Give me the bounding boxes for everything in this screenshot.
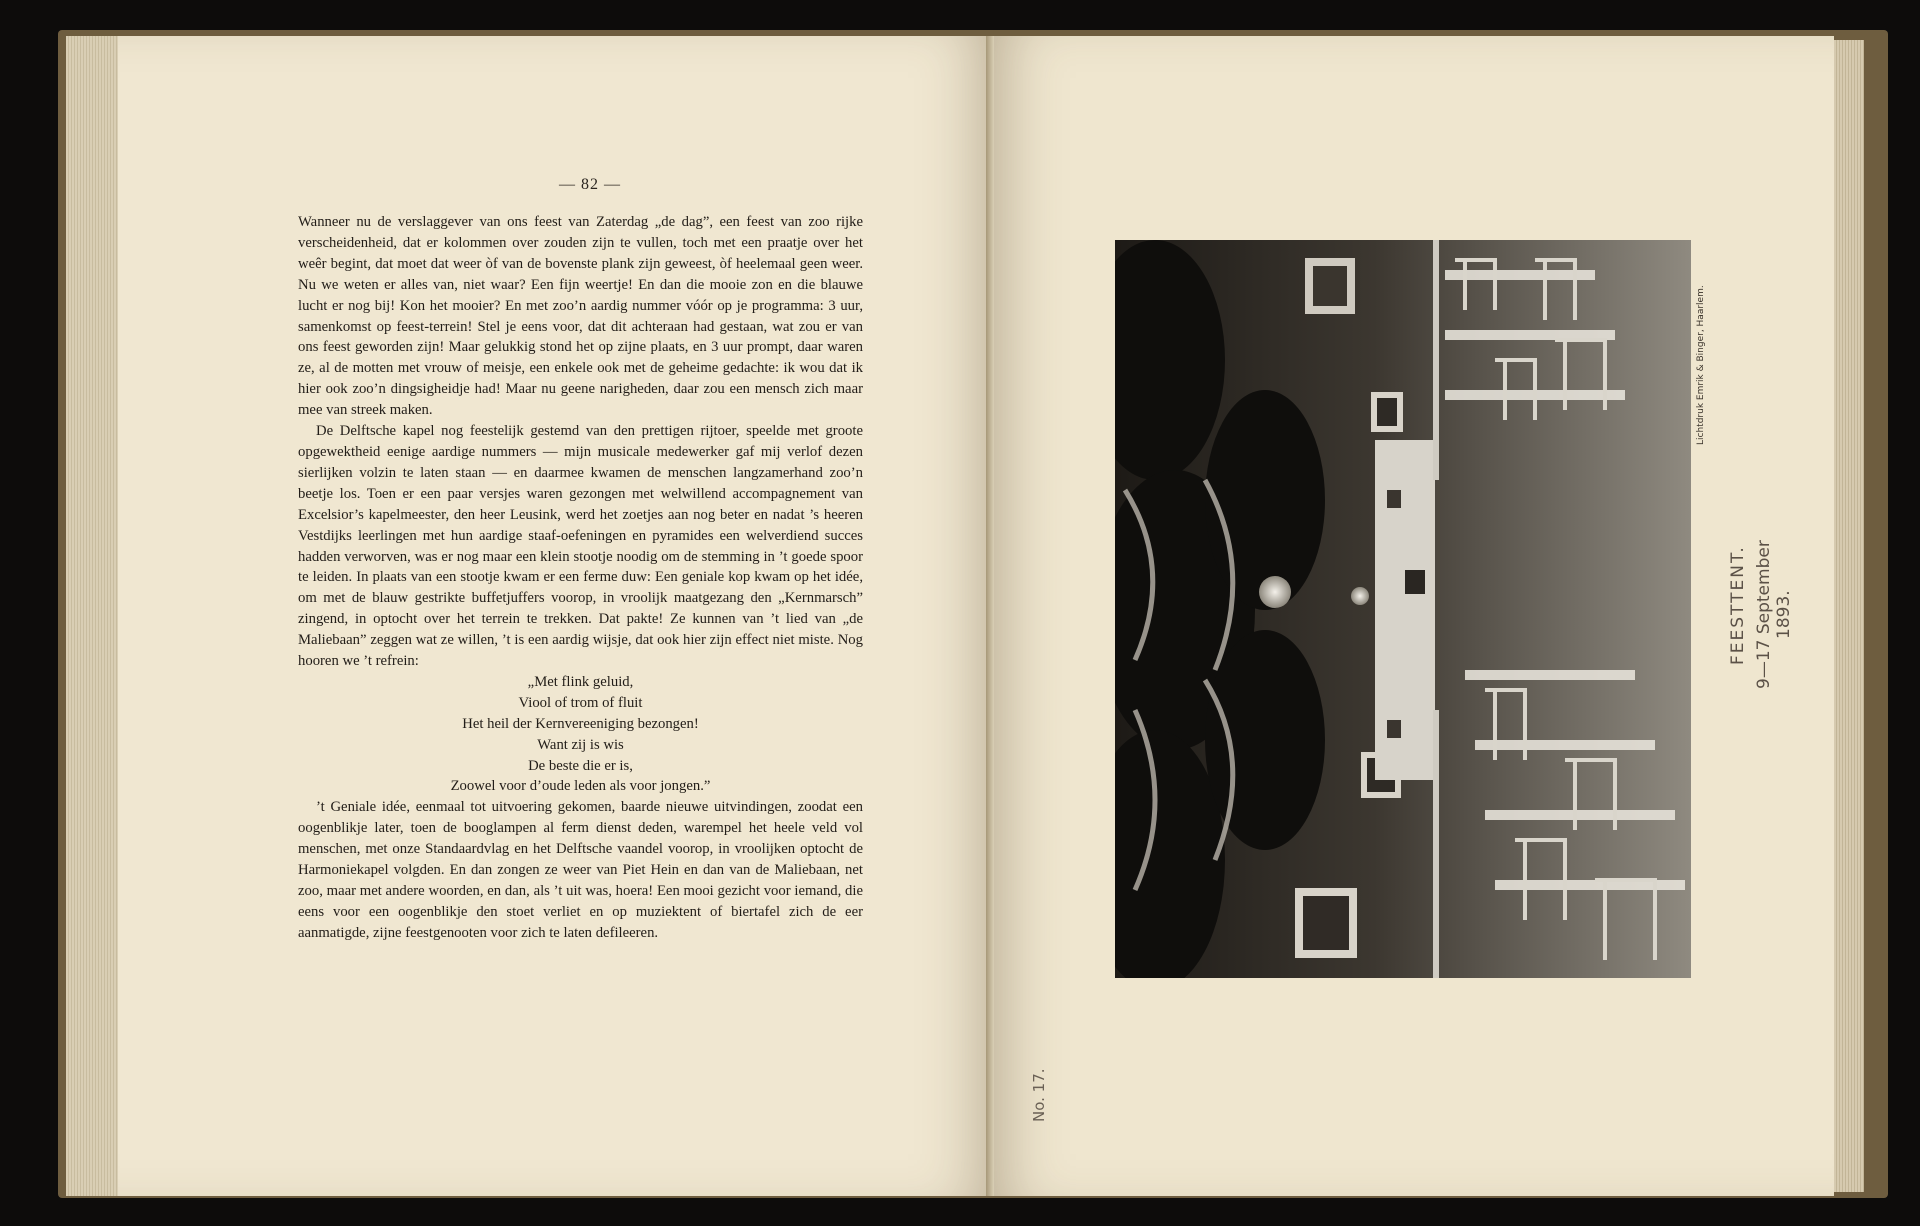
verse-line: Want zij is wis <box>537 736 624 753</box>
verse-line: Viool of trom of fluit <box>518 694 643 711</box>
caption-dates: 9—17 September 1893. <box>1754 540 1794 690</box>
verse-line: Zoowel voor d’oude leden als voor jongen.” <box>450 778 711 795</box>
verse-line: „Met flink geluid, <box>527 673 634 690</box>
printer-credit: Lichtdruk Emrik & Binger, Haarlem. <box>1696 285 1706 446</box>
festival-tent-photo <box>1115 240 1691 978</box>
page-number: — 82 — <box>559 176 621 193</box>
text-block <box>298 212 863 944</box>
paragraph-3: ’t Geniale idée, eenmaal tot uitvoering gekomen, baarde nieuwe uitvindingen, zoodat een oogenblikje later, toen de booglampen al ferm dienst deden, warempel het heele veld vol menschen, met onze Standaardvlag en het Delftsche vaandel voorop, in vroolijken optocht de Harmoniekapel volgden. En dan zongen ze weer van Piet Hein en dan van de Maliebaan, net zoo, maar met andere woorden, en dan, als ’t uit was, hoera! Een mooi gezicht voor iemand, die eens voor een oogenblikje den stoet verliet en op muziektent of biertafel zich de eer aanmatigde, zijne feestgenooten voor zich te laten defileeren. <box>298 799 863 941</box>
left-page-edges <box>66 36 126 1196</box>
verse-line: De beste die er is, <box>528 757 633 774</box>
book-gutter <box>986 36 994 1196</box>
paragraph-2: De Delftsche kapel nog feestelijk gestemd van den prettigen rijtoer, speelde met groote opgewektheid eenige aardige nummers — mijn musicale medewerker gaf mij verlof dezen sierlijken volzin te laten staan — en daarmee kwamen de menschen langzamerhand zoo’n beetje los. Toen er een paar versjes waren gezongen met welwillend accompagnement van Excelsior’s kapelmeester, den heer Leusink, werd het zoetjes aan nog beter en nadat ’s heeren Vestdijks leerlingen met hun aardige staaf-oefeningen en pyramides een welverdiend succes hadden verworven, was er nog maar een klein stootje noodig om de stemming in ’t goede spoor te leiden. In plaats van een stootje kwam er een ferme duw: Een geniale kop kwam op het idée, om met de blauw gestrikte buffetjuffers voorop, in vroolijk maatgezang den „Kernmarsch” zingend, in optocht over het terrein te trekken. Dat pakte! Ze kunnen van ’t lied van „de Maliebaan” zeggen wat ze willen, ’t is een aardig wijsje, dat ook hier zijn effect niet miste. Nog hooren we ’t refrein: <box>298 423 863 670</box>
photo-illustration <box>1115 240 1691 978</box>
caption-title: FEESTTENT. <box>1728 545 1748 665</box>
verse-line: Het heil der Kernvereeniging bezongen! <box>462 715 699 732</box>
plate-number: No. 17. <box>1030 1068 1048 1122</box>
verse <box>298 672 863 797</box>
right-page-edges <box>1834 40 1864 1192</box>
paragraph-1: Wanneer nu de verslaggever van ons feest van Zaterdag „de dag”, een feest van zoo rijke verscheidenheid, dat er kolommen over zouden zijn te vullen, toch met een praatje over het weêr begint, dat moet dat weer òf van de bovenste plank zijn geweest, òf heelemaal geen weer. Nu we weten er alles van, niet waar? Een fijn weertje! En dan die mooie zon en die blauwe lucht er nog bij! Kon het mooier? En met zoo’n aardig nummer vóór op je programma: 3 uur, samenkomst op feest-terrein! Stel je eens voor, dat dit achteraan had gestaan, wat zou er van ons feest geworden zijn! Maar gelukkig stond het op zijne plaats, en 3 uur prompt, daar waren ze, al de motten met vrouw of meisje, een enkele ook met de geheime gedachte: ik wou dat ik hier ook zoo’n dingsigheidje had! Maar nu geene narigheden, daar zou een mensch zich maar mee van streek maken. <box>298 214 863 419</box>
